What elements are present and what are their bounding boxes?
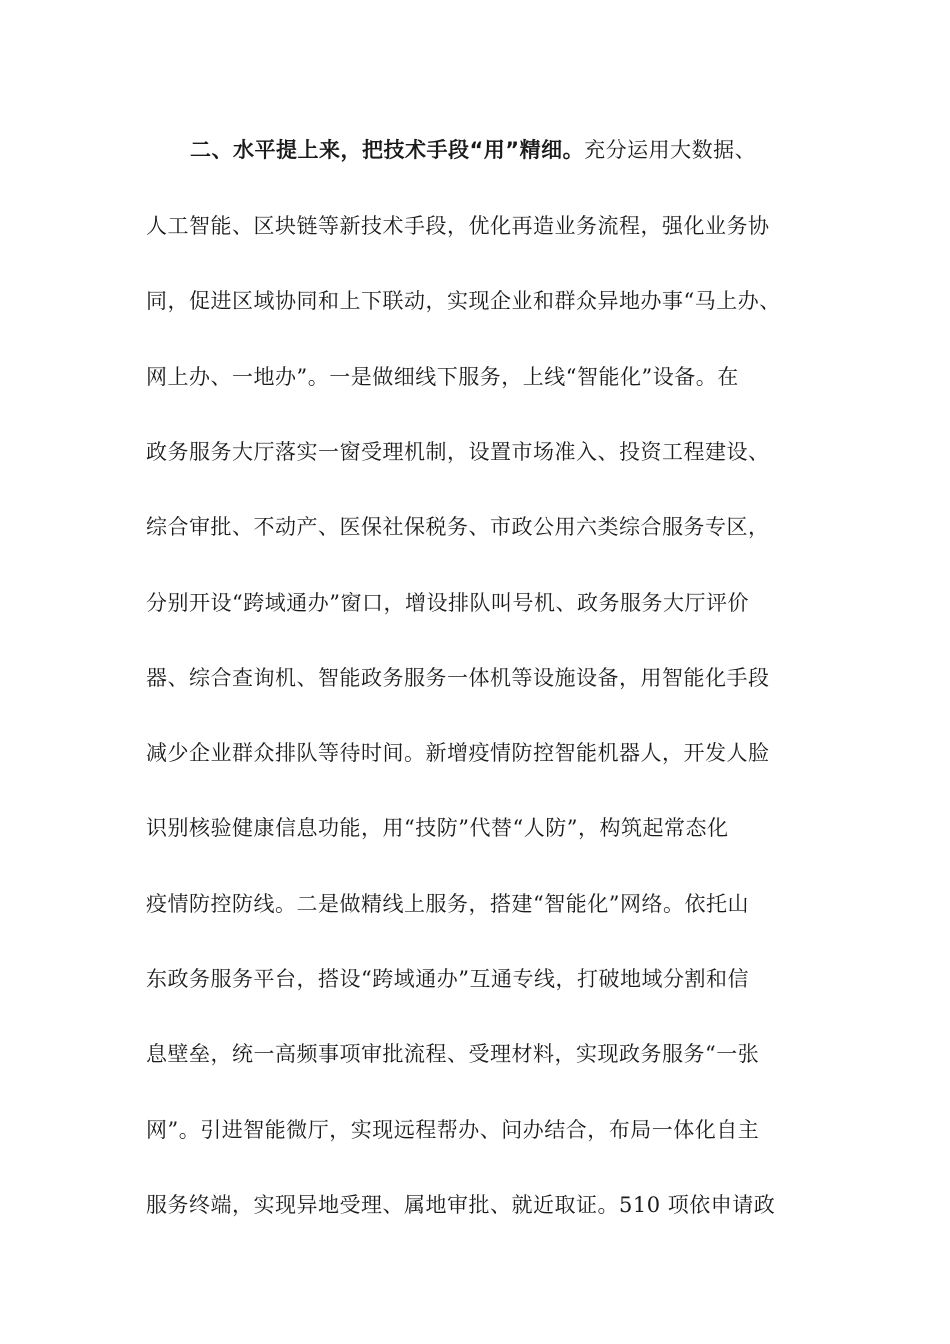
paragraph-line-4: 网上办、一地办”。一是做细线下服务，上线“智能化”设备。在 xyxy=(146,365,739,389)
line-text: 充分运用大数据、 xyxy=(584,138,757,162)
paragraph-line-10: 识别核验健康信息功能，用“技防”代替“人防”，构筑起常态化 xyxy=(146,816,729,840)
paragraph-line-14: 网”。引进智能微厅，实现远程帮办、问办结合，布局一体化自主 xyxy=(146,1118,760,1142)
paragraph-line-1 xyxy=(190,134,890,166)
paragraph-line-12: 东政务服务平台，搭设“跨域通办”互通专线，打破地域分割和信 xyxy=(146,967,749,991)
paragraph-line-5: 政务服务大厅落实一窗受理机制，设置市场准入、投资工程建设、 xyxy=(146,440,770,464)
paragraph-line-15: 服务终端，实现异地受理、属地审批、就近取证。510 项依申请政 xyxy=(146,1193,776,1217)
paragraph-line-13: 息壁垒，统一高频事项审批流程、受理材料，实现政务服务“一张 xyxy=(146,1042,760,1066)
paragraph-line-7: 分别开设“跨域通办”窗口，增设排队叫号机、政务服务大厅评价 xyxy=(146,591,749,615)
paragraph-line-2: 人工智能、区块链等新技术手段，优化再造业务流程，强化业务协 xyxy=(146,214,770,238)
section-heading: 二、水平提上来，把技术手段“用”精细。 xyxy=(190,138,585,162)
paragraph-line-6: 综合审批、不动产、医保社保税务、市政公用六类综合服务专区， xyxy=(146,515,770,539)
paragraph-line-11: 疫情防控防线。二是做精线上服务，搭建“智能化”网络。依托山 xyxy=(146,892,749,916)
paragraph-line-3: 同，促进区域协同和上下联动，实现企业和群众异地办事“马上办、 xyxy=(146,289,781,313)
paragraph-line-8: 器、综合查询机、智能政务服务一体机等设施设备，用智能化手段 xyxy=(146,666,770,690)
paragraph-line-9: 减少企业群众排队等待时间。新增疫情防控智能机器人，开发人脸 xyxy=(146,741,770,765)
